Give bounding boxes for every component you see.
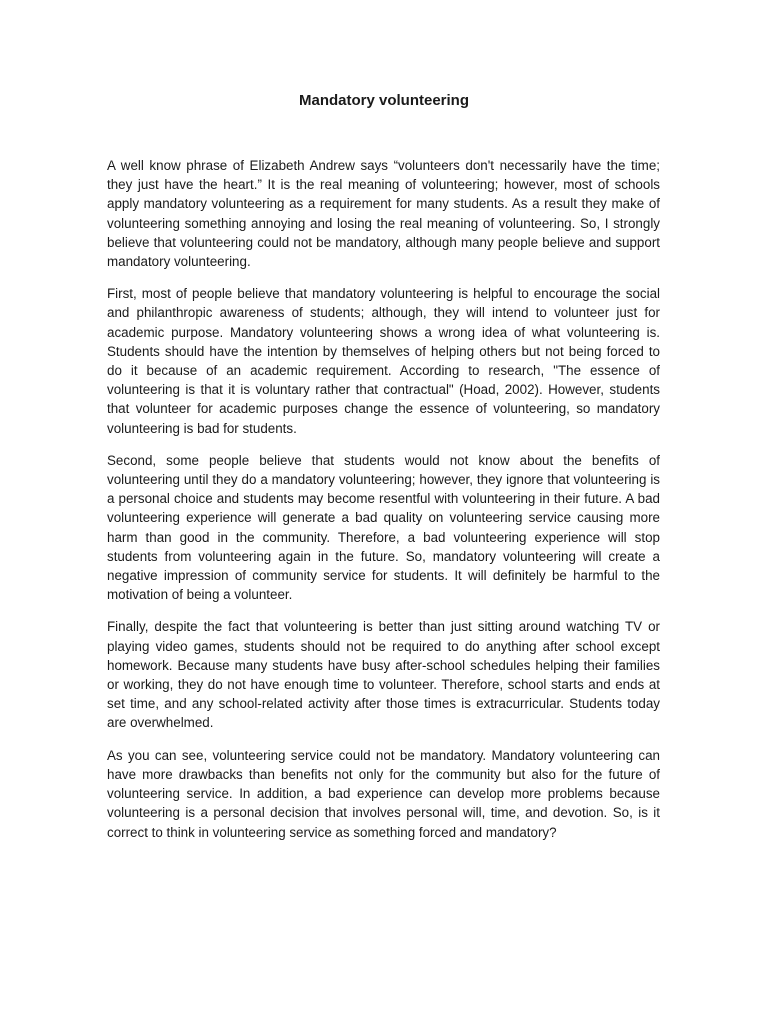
paragraph-finally: Finally, despite the fact that volunteering is better than just sitting around watching TV or playing video games, students should not be required to do anything after school except homework. Because many students have busy after-school schedules helping their families or working, they do not have enough time to volunteer. Therefore, school starts and ends at set time, and any school-related activity after those times is extracurricular. Students today are overwhelmed.	[107, 619, 660, 731]
paragraph-intro: A well know phrase of Elizabeth Andrew says “volunteers don't necessarily have the time; they just have the heart.” It is the real meaning of volunteering; however, most of schools apply mandatory volunteering as a requirement for many students. As a result they make of volunteering something annoying and losing the real meaning of volunteering. So, I strongly believe that volunteering could not be mandatory, although many people believe and support mandatory volunteering.	[107, 158, 660, 270]
document-body	[107, 156, 660, 855]
paragraph-second: Second, some people believe that students would not know about the benefits of volunteering until they do a mandatory volunteering; however, they ignore that volunteering is a personal choice and students may become resentful with volunteering in their future. A bad volunteering experience will generate a bad quality on volunteering service causing more harm than good in the community. Therefore, a bad volunteering experience will stop students from volunteering again in the future. So, mandatory volunteering will create a negative impression of community service for students. It will definitely be harmful to the motivation of being a volunteer.	[107, 452, 660, 603]
document-title: Mandatory volunteering	[298, 92, 470, 109]
paragraph-first: First, most of people believe that mandatory volunteering is helpful to encourage the social and philanthropic awareness of students; although, they will intend to volunteer just for academic purpose. Mandatory volunteering shows a wrong idea of what volunteering is. Students should have the intention by themselves of helping others but not being forced to do it because of an academic requirement. According to research, "The essence of volunteering is that it is voluntary rather that contractual" (Hoad, 2002). However, students that volunteer for academic purposes change the essence of volunteering, so mandatory volunteering is bad for students.	[107, 286, 660, 436]
paragraph-conclusion: As you can see, volunteering service could not be mandatory. Mandatory volunteering can have more drawbacks than benefits not only for the community but also for the future of volunteering service. In addition, a bad experience can develop more problems because volunteering is a personal decision that involves personal will, time, and devotion. So, is it correct to think in volunteering service as something forced and mandatory?	[107, 747, 660, 840]
